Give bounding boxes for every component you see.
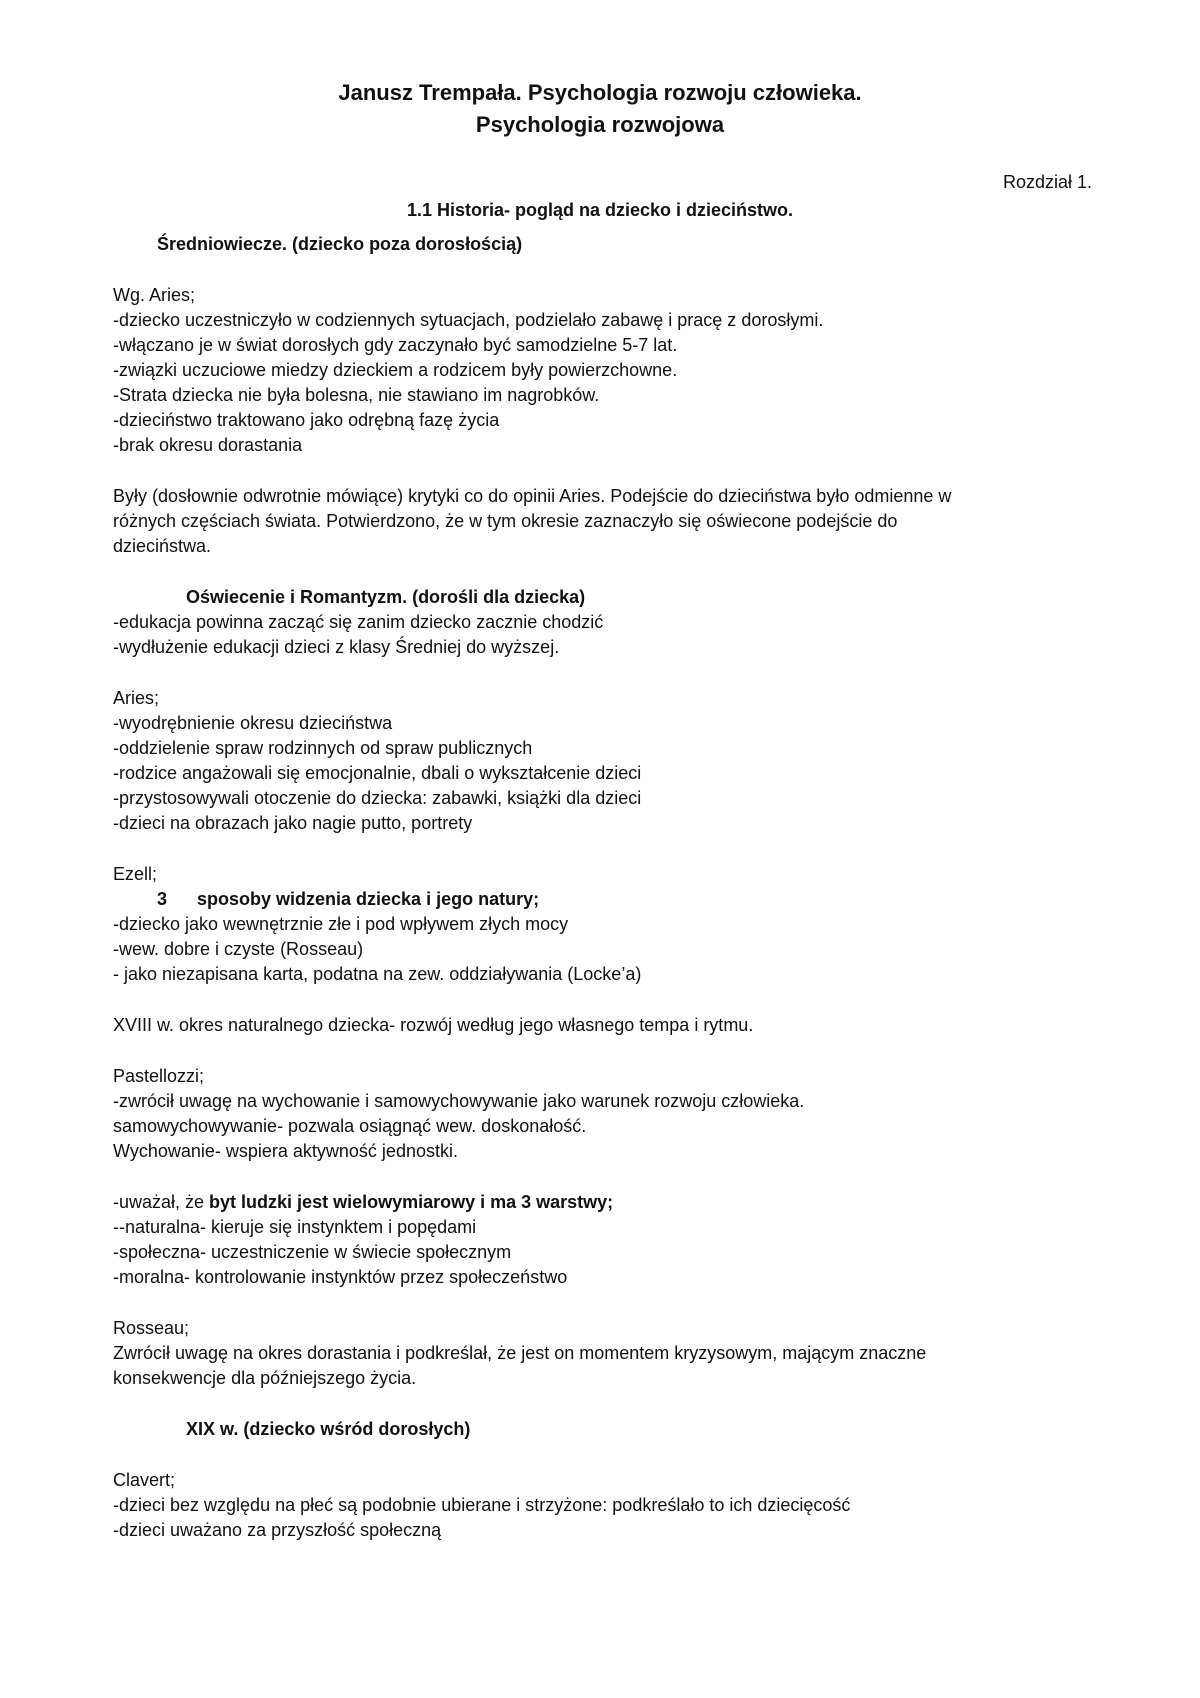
paragraph-line: Były (dosłownie odwrotnie mówiące) krytyki co do opinii Aries. Podejście do dzieciństwa było odmienne w <box>113 486 952 506</box>
list-item: -włączano je w świat dorosłych gdy zaczynało być samodzielne 5-7 lat. <box>113 335 678 355</box>
list-item <box>113 1192 613 1213</box>
list-item: -związki uczuciowe miedzy dzieckiem a rodzicem były powierzchowne. <box>113 360 678 380</box>
author-label: Aries; <box>113 688 160 708</box>
emphasis-text: byt ludzki jest wielowymiarowy i ma 3 warstwy; <box>209 1192 614 1212</box>
subheading-19th-century: XIX w. (dziecko wśród dorosłych) <box>186 1419 471 1439</box>
list-item: -dzieci uważano za przyszłość społeczną <box>113 1520 442 1540</box>
paragraph-line: Wychowanie- wspiera aktywność jednostki. <box>113 1141 458 1161</box>
list-item: -wew. dobre i czyste (Rosseau) <box>113 939 364 959</box>
list-item: -społeczna- uczestniczenie w świecie społecznym <box>113 1242 512 1262</box>
document-subtitle: Psychologia rozwojowa <box>475 112 725 137</box>
list-item: --naturalna- kieruje się instynktem i popędami <box>113 1217 477 1237</box>
subheading-text: sposoby widzenia dziecka i jego natury; <box>197 889 540 909</box>
list-item: -przystosowywali otoczenie do dziecka: zabawki, książki dla dzieci <box>113 788 642 808</box>
subheading-enlightenment: Oświecenie i Romantyzm. (dorośli dla dziecka) <box>186 587 586 607</box>
list-item: -dzieciństwo traktowano jako odrębną fazę życia <box>113 410 500 430</box>
paragraph-line: samowychowywanie- pozwala osiągnąć wew. doskonałość. <box>113 1116 587 1136</box>
list-item: -dziecko uczestniczyło w codziennych sytuacjach, podzielało zabawę i pracę z dorosłymi. <box>113 310 824 330</box>
paragraph-line: różnych częściach świata. Potwierdzono, że w tym okresie zaznaczyło się oświecone podejście do <box>113 511 898 531</box>
paragraph-line: konsekwencje dla późniejszego życia. <box>113 1368 417 1388</box>
author-label: Ezell; <box>113 864 158 884</box>
paragraph-line: XVIII w. okres naturalnego dziecka- rozwój według jego własnego tempa i rytmu. <box>113 1015 754 1035</box>
list-number: 3 <box>157 889 168 909</box>
document-title: Janusz Trempała. Psychologia rozwoju człowieka. <box>338 80 862 105</box>
list-item: -wyodrębnienie okresu dzieciństwa <box>113 713 393 733</box>
paragraph-line: dzieciństwa. <box>113 536 212 556</box>
paragraph-line: Zwrócił uwagę na okres dorastania i podkreślał, że jest on momentem kryzysowym, mającym znaczne <box>113 1343 927 1363</box>
list-item: -dziecko jako wewnętrznie złe i pod wpływem złych mocy <box>113 914 569 934</box>
section-heading: 1.1 Historia- pogląd na dziecko i dzieciństwo. <box>406 200 794 220</box>
author-label: Rosseau; <box>113 1318 190 1338</box>
list-item-text: -uważał, że <box>113 1192 210 1212</box>
list-item: -rodzice angażowali się emocjonalnie, dbali o wykształcenie dzieci <box>113 763 642 783</box>
list-item: - jako niezapisana karta, podatna na zew. oddziaływania (Locke’a) <box>113 964 642 984</box>
list-item: -moralna- kontrolowanie instynktów przez społeczeństwo <box>113 1267 568 1287</box>
numbered-subheading <box>157 889 539 910</box>
author-label: Wg. Aries; <box>113 285 196 305</box>
list-item: -brak okresu dorastania <box>113 435 303 455</box>
list-item: -wydłużenie edukacji dzieci z klasy Średniej do wyższej. <box>113 637 560 657</box>
chapter-label: Rozdział 1. <box>1002 172 1092 192</box>
author-label: Pastellozzi; <box>113 1066 205 1086</box>
author-label: Clavert; <box>113 1470 176 1490</box>
list-item: -Strata dziecka nie była bolesna, nie stawiano im nagrobków. <box>113 385 600 405</box>
list-item: -edukacja powinna zacząć się zanim dziecko zacznie chodzić <box>113 612 604 632</box>
list-item: -dzieci bez względu na płeć są podobnie ubierane i strzyżone: podkreślało to ich dziecięcość <box>113 1495 851 1515</box>
list-item: -zwrócił uwagę na wychowanie i samowychowywanie jako warunek rozwoju człowieka. <box>113 1091 805 1111</box>
list-item: -oddzielenie spraw rodzinnych od spraw publicznych <box>113 738 533 758</box>
subheading-middle-ages: Średniowiecze. (dziecko poza dorosłością) <box>157 234 523 254</box>
list-item: -dzieci na obrazach jako nagie putto, portrety <box>113 813 473 833</box>
